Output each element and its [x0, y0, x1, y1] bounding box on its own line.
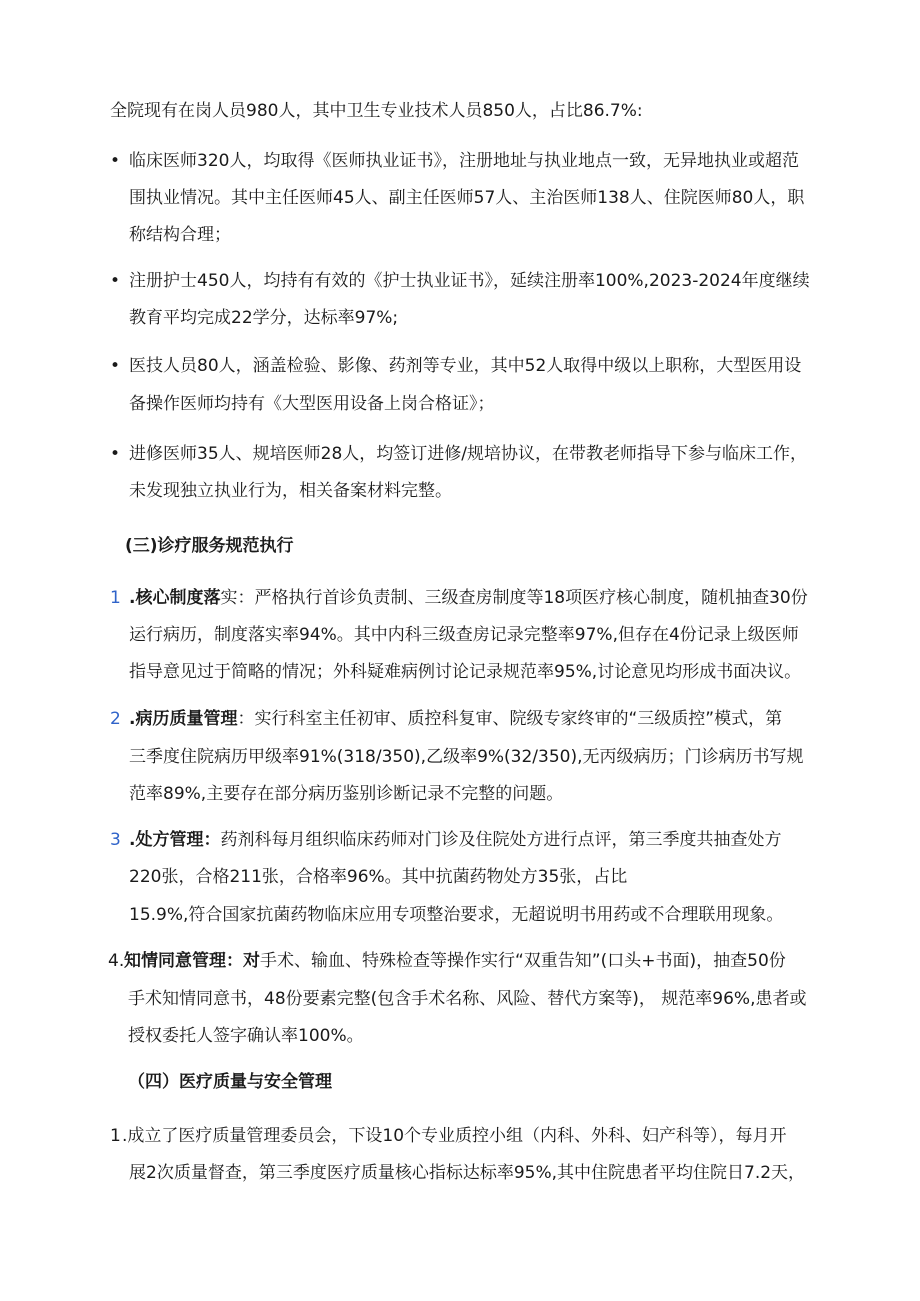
- item-line: 手术知情同意书，48份要素完整(包含手术名称、风险、替代方案等)， 规范率96%,患者或: [128, 989, 807, 1009]
- item-line: 授权委托人签字确认率100%。: [128, 1026, 364, 1046]
- item-line: 指导意见过于简略的情况；外科疑难病例讨论记录规范率95%,讨论意见均形成书面决议。: [129, 662, 802, 682]
- item-line: 三季度住院病历甲级率91%(318/350),乙级率9%(32/350),无丙级病历；门诊病历书写规: [129, 747, 804, 767]
- item-line: 展2次质量督查，第三季度医疗质量核心指标达标率95%,其中住院患者平均住院日7.2天，: [129, 1163, 806, 1183]
- item-number: 2: [110, 709, 121, 729]
- item-title: .病历质量管理: [129, 709, 238, 729]
- item-number: 3: [110, 830, 121, 850]
- bullet-dot: •: [110, 356, 121, 376]
- section-heading: (三)诊疗服务规范执行: [125, 536, 294, 556]
- bullet-dot: •: [110, 271, 121, 291]
- item-title: .处方管理：: [129, 830, 221, 850]
- bullet-dot: •: [110, 151, 121, 171]
- bullet-line: 围执业情况。其中主任医师45人、副主任医师57人、主治医师138人、住院医师80人，职: [129, 188, 805, 208]
- bullet-line: 临床医师320人，均取得《医师执业证书》，注册地址与执业地点一致，无异地执业或超范: [129, 151, 799, 171]
- bullet-line: 教育平均完成22学分，达标率97%;: [129, 308, 399, 328]
- item-first-line: [129, 587, 808, 609]
- bullet-line: 进修医师35人、规培医师28人，均签订进修/规培协议，在带教老师指导下参与临床工作，: [129, 444, 807, 464]
- item-title: .核心制度落: [129, 588, 221, 608]
- item-first-line: .成立了医疗质量管理委员会，下设10个专业质控小组（内科、外科、妇产科等），每月开: [122, 1126, 787, 1146]
- item-number: 4.: [108, 951, 125, 971]
- item-line: 范率89%,主要存在部分病历鉴别诊断记录不完整的问题。: [129, 784, 564, 804]
- bullet-line: 未发现独立执业行为，相关备案材料完整。: [129, 481, 452, 501]
- item-number: 1: [110, 588, 121, 608]
- bullet-line: 注册护士450人，均持有有效的《护士执业证书》，延续注册率100%,2023-2024年度继续: [129, 271, 810, 291]
- item-first-line: [129, 708, 782, 730]
- item-text: ：实行科室主任初审、质控科复审、院级专家终审的“三级质控”模式，第: [237, 709, 783, 729]
- bullet-line: 医技人员80人，涵盖检验、影像、药剂等专业，其中52人取得中级以上职称，大型医用设: [129, 356, 802, 376]
- item-text: 手术、输血、特殊检查等操作实行“双重告知”(口头+书面)，抽查50份: [260, 951, 786, 971]
- bullet-line: 称结构合理；: [129, 225, 231, 245]
- item-line: 15.9%,符合国家抗菌药物临床应用专项整治要求，无超说明书用药或不合理联用现象。: [129, 905, 784, 925]
- section-heading: （四）医疗质量与安全管理: [128, 1072, 332, 1092]
- bullet-line: 备操作医师均持有《大型医用设备上岗合格证》；: [129, 394, 495, 414]
- item-title: 知情同意管理：对: [124, 951, 260, 971]
- item-line: 220张，合格211张，合格率96%。其中抗菌药物处方35张，占比: [129, 867, 628, 887]
- item-number: 1: [110, 1126, 121, 1146]
- item-text: 药剂科每月组织临床药师对门诊及住院处方进行点评，第三季度共抽查处方: [220, 830, 782, 850]
- item-first-line: [124, 950, 786, 972]
- item-first-line: [129, 829, 781, 851]
- item-text: 实：严格执行首诊负责制、三级查房制度等18项医疗核心制度，随机抽查30份: [220, 588, 808, 608]
- item-line: 运行病历，制度落实率94%。其中内科三级查房记录完整率97%,但存在4份记录上级医师: [129, 625, 799, 645]
- intro-text: 全院现有在岗人员980人，其中卫生专业技术人员850人，占比86.7%:: [110, 101, 643, 121]
- bullet-dot: •: [110, 444, 121, 464]
